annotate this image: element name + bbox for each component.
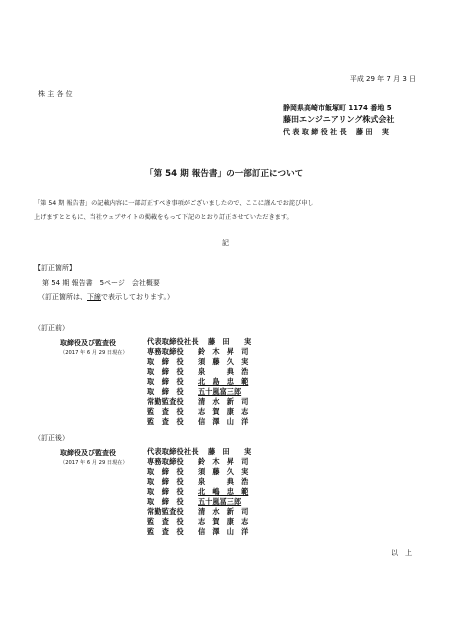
- officer-title: 代表取締役社長: [147, 337, 199, 346]
- representative: 代 表 取 締 役 社 長 藤 田 実: [283, 128, 389, 136]
- officer-title: 取 締 役: [147, 467, 184, 476]
- officer-title: 代表取締役社長: [147, 447, 199, 456]
- officer-title: 専務取締役: [147, 347, 184, 356]
- note-prefix: （訂正箇所は、: [38, 293, 87, 301]
- company-name: 藤田エンジニアリング株式会社: [283, 115, 395, 124]
- officer-name: 藤 田 実: [208, 337, 252, 346]
- officer-row: [0, 337, 452, 347]
- officer-row: [0, 407, 452, 417]
- officer-title: 専務取締役: [147, 457, 184, 466]
- officer-title: 取 締 役: [147, 477, 184, 486]
- before-officer-list: [0, 337, 452, 437]
- company-address: 静岡県高崎市飯塚町 1174 番地 5: [283, 104, 392, 112]
- officer-name: 志 賀 康 志: [198, 407, 249, 416]
- officer-row: [0, 517, 452, 527]
- after-heading: 取締役及び監査役: [60, 449, 116, 457]
- officer-row: [0, 387, 452, 397]
- after-as-of: （2017 年 6 月 29 日現在）: [60, 460, 128, 466]
- officer-title: 取 締 役: [147, 387, 184, 396]
- officer-row: [0, 447, 452, 457]
- officer-row: [0, 367, 452, 377]
- officer-name: 須 藤 久 実: [198, 357, 249, 366]
- officer-name: 志 賀 康 志: [198, 517, 249, 526]
- officer-name: 五十嵐富三郎: [198, 387, 242, 396]
- closing-mark: 以 上: [391, 549, 412, 557]
- officer-row: [0, 497, 452, 507]
- officer-name: 清 水 新 司: [198, 397, 249, 406]
- body-line-2: 上げますとともに、当社ウェブサイトの掲載をもって下記のとおり訂正させていただきます。: [34, 214, 293, 221]
- after-label: （訂正後）: [34, 434, 69, 442]
- body-line-1: 「第 54 期 報告書」の記載内容に一部訂正すべき事項がございましたので、ここに謹んでお詫び申し: [34, 200, 314, 207]
- officer-row: [0, 377, 452, 387]
- officer-title: 取 締 役: [147, 357, 184, 366]
- correction-note: [38, 292, 174, 302]
- officer-name: 信 澤 山 洋: [198, 417, 249, 426]
- officer-name: 泉 典 浩: [198, 367, 249, 376]
- officer-title: 常勤監査役: [147, 397, 184, 406]
- officer-title: 監 査 役: [147, 527, 184, 536]
- note-suffix: で表示しております。）: [101, 293, 174, 301]
- officer-row: [0, 477, 452, 487]
- officer-row: [0, 457, 452, 467]
- officer-title: 監 査 役: [147, 417, 184, 426]
- officer-title: 取 締 役: [147, 377, 184, 386]
- officer-title: 監 査 役: [147, 407, 184, 416]
- officer-row: [0, 487, 452, 497]
- officer-row: [0, 357, 452, 367]
- officer-title: 取 締 役: [147, 487, 184, 496]
- before-as-of: （2017 年 6 月 29 日現在）: [60, 350, 128, 356]
- after-officer-list: [0, 447, 452, 547]
- officer-name: 北 嶋 忠 範: [198, 487, 249, 496]
- officer-name: 信 澤 山 洋: [198, 527, 249, 536]
- officer-row: [0, 417, 452, 427]
- officer-row: [0, 507, 452, 517]
- recipient: 株 主 各 位: [38, 90, 73, 98]
- officer-row: [0, 347, 452, 357]
- officer-name: 鈴 木 昇 司: [198, 457, 249, 466]
- before-label: （訂正前）: [34, 324, 69, 332]
- officer-row: [0, 527, 452, 537]
- officer-name: 須 藤 久 実: [198, 467, 249, 476]
- officer-row: [0, 467, 452, 477]
- note-underlined: 下線: [87, 293, 101, 301]
- officer-row: [0, 397, 452, 407]
- ki-marker: 記: [222, 239, 229, 247]
- officer-title: 監 査 役: [147, 517, 184, 526]
- officer-title: 常勤監査役: [147, 507, 184, 516]
- correction-location: 第 54 期 報告書 5ページ 会社概要: [42, 279, 160, 287]
- before-heading: 取締役及び監査役: [60, 339, 116, 347]
- document-date: 平成 29 年 7 月 3 日: [349, 75, 416, 83]
- officer-name: 北 島 忠 範: [198, 377, 249, 386]
- officer-name: 藤 田 実: [208, 447, 252, 456]
- officer-name: 泉 典 浩: [198, 477, 249, 486]
- officer-name: 鈴 木 昇 司: [198, 347, 249, 356]
- officer-name: 五十嵐冨三郎: [198, 497, 242, 506]
- section-label: 【訂正箇所】: [34, 264, 76, 272]
- officer-name: 清 水 新 司: [198, 507, 249, 516]
- officer-title: 取 締 役: [147, 367, 184, 376]
- officer-title: 取 締 役: [147, 497, 184, 506]
- page-title: 「第 54 期 報告書」の一部訂正について: [145, 169, 304, 179]
